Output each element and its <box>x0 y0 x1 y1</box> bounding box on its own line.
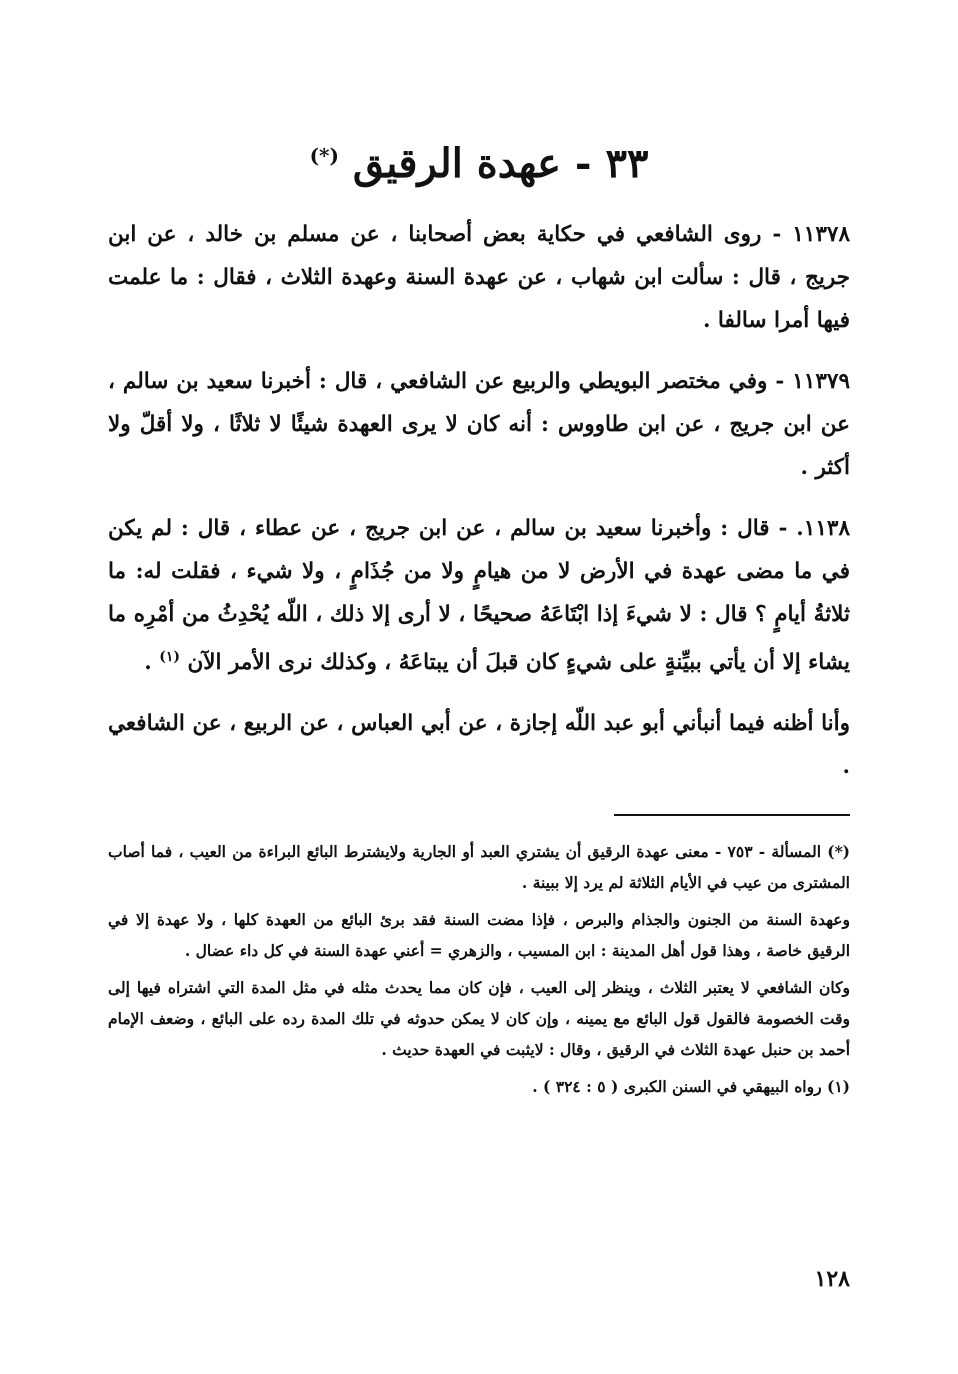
hadith-paragraph-11378: ١١٣٧٨ - روى الشافعي في حكاية بعض أصحابنا ، عن مسلم بن خالد ، عن ابن جريج ، قال : سألت ابن شهاب ، عن عهدة السنة وعهدة الثلاث ، فقال : ما علمت فيها أمرا سالفا . <box>108 222 850 333</box>
footnote-sanah: وعهدة السنة من الجنون والجذام والبرص ، فإذا مضت السنة فقد برئ البائع من العهدة كلها ، ولا عهدة إلا في الرقيق خاصة ، وهذا قول أهل المدينة : ابن المسيب ، والزهري = أعني عهدة السنة في كل داء عضال . <box>108 910 850 961</box>
footnote-masala-text: معنى عهدة الرقيق أن يشتري العبد أو الجارية ولايشترط البائع البراءة من العيب ، فما أصاب المشترى من عيب في الأيام الثلاثة لم يرد إلا ببينة . <box>108 842 850 893</box>
footnote-divider <box>614 814 850 816</box>
footnote-masala-lead: (*) المسألة - ٧٥٣ - <box>714 842 851 862</box>
section-title-text: ٣٣ - عهدة الرقيق <box>352 140 649 187</box>
hadith-paragraph-11379: ١١٣٧٩ - وفي مختصر البويطي والربيع عن الشافعي ، قال : أخبرنا سعيد بن سالم ، عن ابن جريج ، عن ابن طاووس : أنه كان لا يرى العهدة شيئًا لا ثلاثًا ، ولا أقلّ ولا أكثر . <box>108 369 850 480</box>
hadith-paragraph-11380-end: . <box>144 650 160 676</box>
hadith-paragraph-11380-text: ١١٣٨. - قال : وأخبرنا سعيد بن سالم ، عن ابن جريج ، عن عطاء ، قال : لم يكن في ما مضى عهدة في الأرض لا من هيامٍ ولا من جُذَامٍ ، ولا شيء ، فقلت له: ما ثلاثةُ أيامٍ ؟ قال : لا شيءَ إذا ابْتَاعَهُ صحيحًا ، لا أرى إلا ذلك ، اللّه يُحْدِثُ من أمْرِه ما يشاء إلا أن يأتي ببيِّنةٍ على شيءٍ كان قبلَ أن يبتاعَهُ ، وكذلك نرى الأمر الآن <box>108 516 850 676</box>
title-footnote-mark: (*) <box>309 143 339 168</box>
hadith-paragraph-11380 <box>108 507 850 684</box>
footnote-1: (١) رواه البيهقي في السنن الكبرى ( ٥ : ٣٢٤ ) . <box>532 1077 850 1097</box>
footnote-reference-1: (١) <box>159 649 180 665</box>
footnote-shafii: وكان الشافعي لا يعتبر الثلاث ، وينظر إلى العيب ، فإن كان مما يحدث مثله في مثل المدة التي اشتراه فيها إلى وقت الخصومة فالقول قول البائع مع يمينه ، وإن كان لا يمكن حدوثه في تلك المدة رده على البائع ، وضعف الإمام أحمد بن حنبل عهدة الثلاث في الرقيق ، وقال : لايثبت في العهدة حديث . <box>108 978 850 1060</box>
footnotes <box>108 836 850 1102</box>
ijaza-paragraph: وأنا أظنه فيما أنبأني أبو عبد اللّه إجازة ، عن أبي العباس ، عن الربيع ، عن الشافعي . <box>108 711 850 780</box>
section-title <box>108 140 850 187</box>
footnote-masala <box>108 836 850 898</box>
page-number: ١٢٨ <box>814 1266 850 1292</box>
